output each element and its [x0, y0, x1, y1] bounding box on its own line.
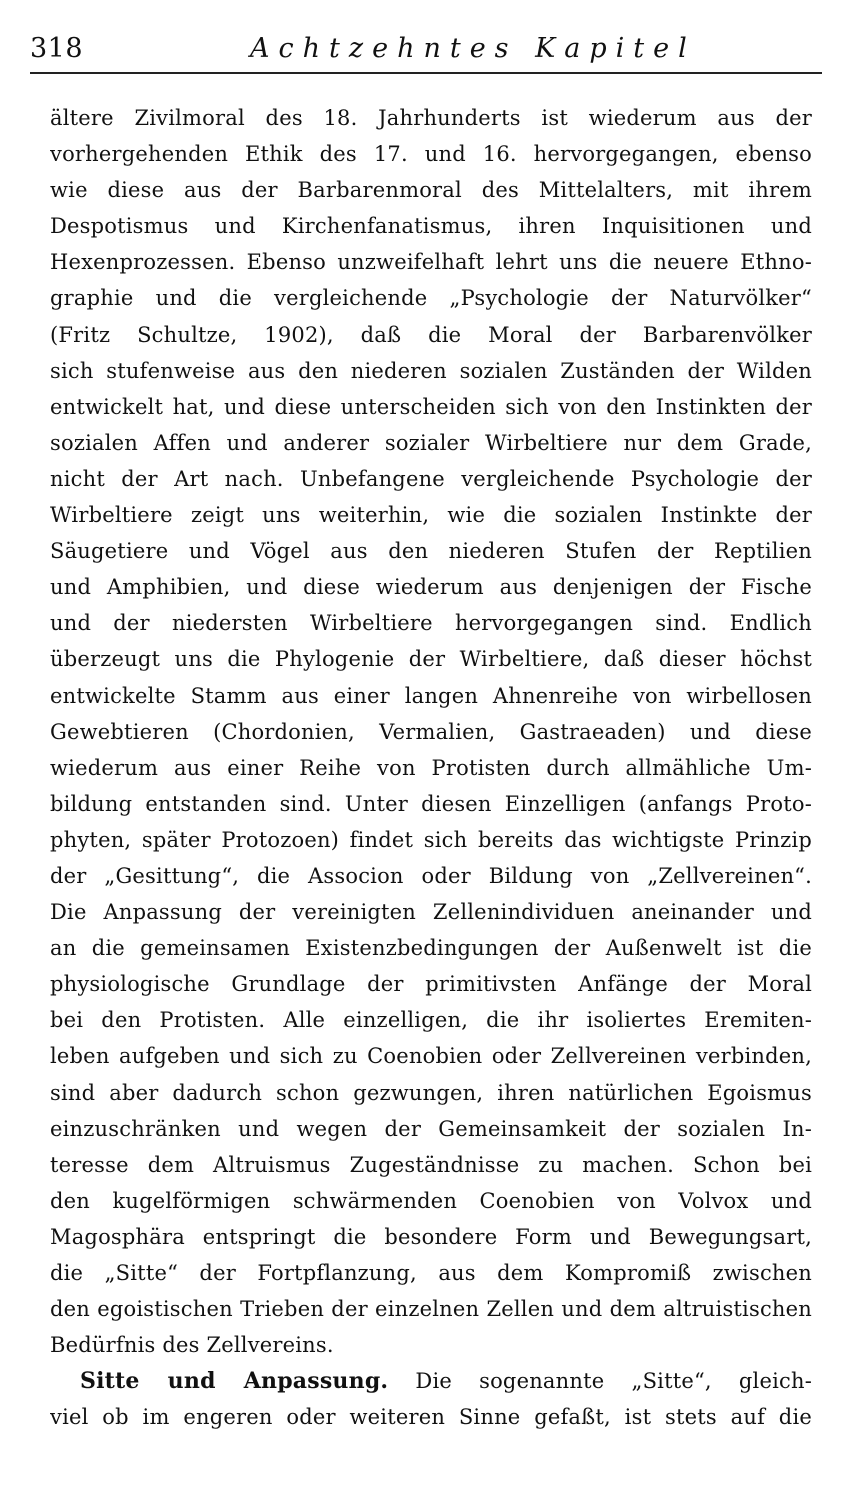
header-rule [30, 72, 822, 74]
text-line: nicht der Art nach. Unbefangene vergleichende Psychologie der [50, 466, 812, 491]
text-line: wie diese aus der Barbarenmoral des Mittelalters, mit ihrem [50, 178, 812, 203]
text-line: sind aber dadurch schon gezwungen, ihren natürlichen Egoismus [50, 1080, 812, 1105]
text-line: sich stufenweise aus den niederen sozialen Zuständen der Wilden [50, 358, 812, 383]
text-line: Die Anpassung der vereinigten Zellenindividuen aneinander und [50, 900, 812, 925]
text-line: die „Sitte“ der Fortpflanzung, aus dem Kompromiß zwischen [50, 1261, 812, 1285]
text-line: entwickelt hat, und diese unterscheiden sich von den Instinkten der [50, 394, 812, 419]
text-line: Gewebtieren (Chordonien, Vermalien, Gastraeaden) und diese [50, 719, 812, 744]
text-line: den egoistischen Trieben der einzelnen Zellen und dem altruistischen [50, 1297, 812, 1322]
text-line: einzuschränken und wegen der Gemeinsamkeit der sozialen In- [50, 1116, 812, 1141]
text-line: teresse dem Altruismus Zugeständnisse zu machen. Schon bei [50, 1152, 812, 1177]
text-line: bildung entstanden sind. Unter diesen Einzelligen (anfangs Proto- [50, 791, 812, 816]
text-line: ältere Zivilmoral des 18. Jahrhunderts ist wiederum aus der [50, 106, 812, 130]
text-line: graphie und die vergleichende „Psychologie der Naturvölker“ [50, 286, 812, 311]
body-text [50, 100, 812, 1435]
paragraph-last-line: Bedürfnis des Zellvereins. [50, 1333, 334, 1358]
text-line: der „Gesittung“, die Associon oder Bildung von „Zellvereinen“. [50, 863, 812, 888]
page-number: 318 [30, 33, 84, 64]
text-line: und Amphibien, und diese wiederum aus denjenigen der Fische [50, 575, 812, 600]
section-first-line-text: Die sogenannte „Sitte“, gleich- [415, 1369, 812, 1394]
text-line: sozialen Affen und anderer sozialer Wirbeltiere nur dem Grade, [50, 430, 812, 455]
text-line: den kugelförmigen schwärmenden Coenobien von Volvox und [50, 1188, 812, 1213]
text-line: bei den Protisten. Alle einzelligen, die ihr isoliertes Eremiten- [50, 1008, 812, 1033]
text-line: Magosphära entspringt die besondere Form und Bewegungsart, [50, 1224, 812, 1249]
text-line: viel ob im engeren oder weiteren Sinne gefaßt, ist stets auf die [50, 1405, 812, 1430]
section-first-line [50, 1363, 812, 1399]
text-line: Wirbeltiere zeigt uns weiterhin, wie die sozialen Instinkte der [50, 503, 812, 528]
text-line: überzeugt uns die Phylogenie der Wirbeltiere, daß dieser höchst [50, 647, 812, 672]
text-line: (Fritz Schultze, 1902), daß die Moral der Barbarenvölker [50, 322, 812, 347]
text-line: und der niedersten Wirbeltiere hervorgegangen sind. Endlich [50, 611, 812, 636]
text-line: wiederum aus einer Reihe von Protisten durch allmähliche Um- [50, 755, 812, 780]
text-line: Säugetiere und Vögel aus den niederen Stufen der Reptilien [50, 539, 812, 564]
text-line: Hexenprozessen. Ebenso unzweifelhaft lehrt uns die neuere Ethno- [50, 250, 812, 275]
chapter-title: Achtzehntes Kapitel [250, 33, 696, 64]
text-line: vorhergehenden Ethik des 17. und 16. hervorgegangen, ebenso [50, 142, 812, 167]
section-heading: Sitte und Anpassung. [80, 1368, 389, 1395]
text-line: entwickelte Stamm aus einer langen Ahnenreihe von wirbellosen [50, 683, 812, 708]
text-line: an die gemeinsamen Existenzbedingungen der Außenwelt ist die [50, 936, 812, 961]
text-line: phyten, später Protozoen) findet sich bereits das wichtigste Prinzip [50, 827, 812, 852]
text-line: leben aufgeben und sich zu Coenobien oder Zellvereinen verbinden, [50, 1044, 812, 1069]
text-line: physiologische Grundlage der primitivsten Anfänge der Moral [50, 972, 812, 997]
text-line: Despotismus und Kirchenfanatismus, ihren Inquisitionen und [50, 214, 812, 239]
running-head [30, 32, 820, 72]
